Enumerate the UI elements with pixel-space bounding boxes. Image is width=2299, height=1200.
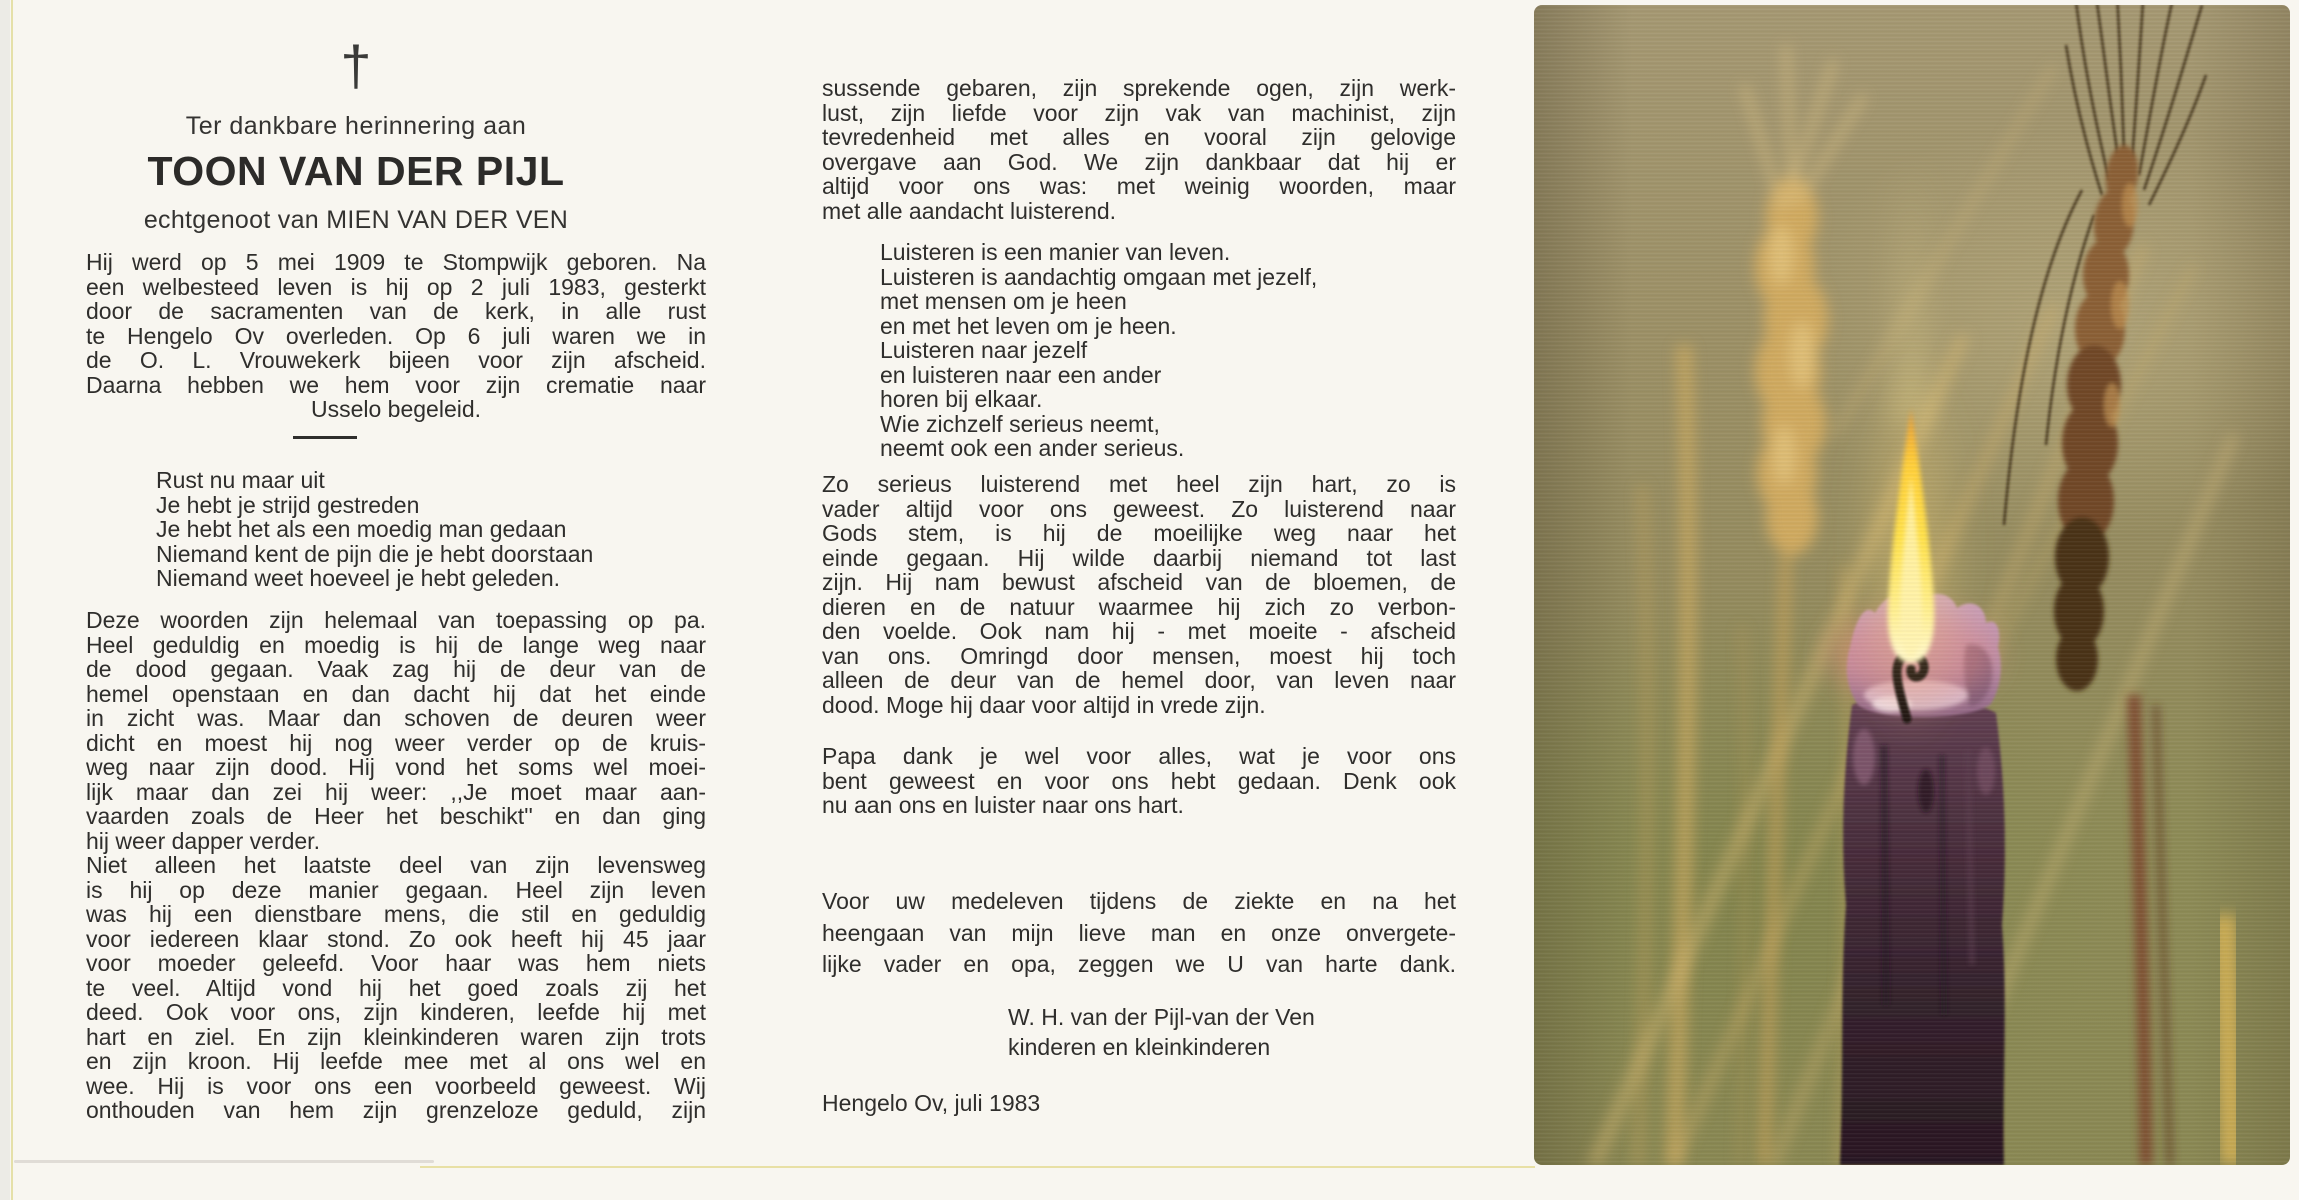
- spouse-line: echtgenoot van MIEN VAN DER VEN: [143, 206, 569, 234]
- signature-block: W. H. van der Pijl-van der Ven kinderen en kleinkinderen: [1008, 1004, 1315, 1060]
- photo-artwork: [1534, 5, 2290, 1165]
- place-dateline: Hengelo Ov, juli 1983: [822, 1090, 1041, 1116]
- gold-stem-streak: [2224, 915, 2232, 1165]
- candle-flame: [1847, 155, 1975, 750]
- poem-luisteren: Luisteren is een manier van leven. Luisteren is aandachtig omgaan met jezelf, met mensen om je heen en met het leven om je heen. Luisteren naar jezelf en luisteren naar een ander horen bij elkaar. Wie zichzelf serieus neemt, neemt ook een ander serieus.: [880, 239, 1318, 461]
- paragraph-deze-woorden: Deze woorden zijn helemaal van toepassing op pa. Heel geduldig en moedig is hij de lange weg naar de dood gegaan. Vaak zag hij de deur van de hemel openstaan en dan dacht hij dat het einde in zicht was. Maar dan schoven de deuren weer dicht en moest hij nog weer verder op de kruis- weg naar zijn dood. Hij vond het soms wel moei- lijk maar dan zei hij weer: ,,Je moet maar aan- vaarden zoals de Heer het beschikt'' en dan ging hij weer dapper verder.: [86, 607, 706, 854]
- intro-line: Ter dankbare herinnering aan: [185, 112, 527, 140]
- scan-fold-line-left: [11, 0, 13, 1200]
- wheat-ear-right: [2004, 5, 2232, 1165]
- section-divider: [293, 436, 357, 439]
- poem-rust-nu-maar-uit: Rust nu maar uit Je hebt je strijd gestreden Je hebt het als een moedig man gedaan Niemand kent de pijn die je hebt doorstaan Niemand weet hoeveel je hebt geleden.: [156, 467, 594, 591]
- cross-icon: †: [340, 34, 372, 97]
- paragraph-zo-serieus: Zo serieus luisterend met heel zijn hart, zo is vader altijd voor ons geweest. Zo luisterend naar Gods stem, is hij de moeilijke weg naar het einde gegaan. Hij wilde daarbij niemand tot last zijn. Hij nam bewust afscheid van de bloemen, de dieren en de natuur waarmee hij zich zo verbon- den voelde. Ook nam hij - met moeite - afscheid van ons. Omringd door mensen, moest hij toch alleen de deur van de hemel door, van leven naar dood. Moge hij daar voor altijd in vrede zijn.: [822, 471, 1456, 718]
- scan-fold-line-bottom: [420, 1166, 1535, 1168]
- deceased-name: TOON VAN DER PIJL: [147, 148, 565, 194]
- paragraph-niet-alleen: Niet alleen het laatste deel van zijn levensweg is hij op deze manier gegaan. Heel zijn leven was hij een dienstbare mens, die stil en geduldig voor iedereen klaar stond. Zo ook heeft hij 45 jaar voor moeder geleefd. Voor haar was hem niets te veel. Altijd vond hij het goed zoals zij het deed. Ook voor ons, zijn kinderen, leefde hij met hart en ziel. En zijn kleinkinderen waren zijn trots en zijn kroon. Hij leefde mee met al ons wel en wee. Hij is voor ons een voorbeeld geweest. Wij onthouden van hem zijn grenzeloze geduld, zijn: [86, 852, 706, 1123]
- scan-edge-shadow-bottom: [14, 1160, 434, 1163]
- paragraph-papa-dank: Papa dank je wel voor alles, wat je voor ons bent geweest en voor ons hebt gedaan. Denk ook nu aan ons en luister naar ons hart.: [822, 743, 1456, 818]
- paragraph-dankwoord: Voor uw medeleven tijdens de ziekte en na het heengaan van mijn lieve man en onze onvergete- lijke vader en opa, zeggen we U van harte dank.: [822, 888, 1456, 977]
- paragraph-sussende-gebaren: sussende gebaren, zijn sprekende ogen, zijn werk- lust, zijn liefde voor zijn vak van machinist, zijn tevredenheid met alles en vooral zijn gelovige overgave aan God. We zijn dankbaar dat hij er altijd voor ons was: met weinig woorden, maar met alle aandacht luisterend.: [822, 75, 1456, 224]
- paragraph-birth-death: Hij werd op 5 mei 1909 te Stompwijk geboren. Na een welbesteed leven is hij op 2 juli 1983, gesterkt door de sacramenten van de kerk, in alle rust te Hengelo Ov overleden. Op 6 juli waren we in de O. L. Vrouwekerk bijeen voor zijn afscheid. Daarna hebben we hem voor zijn crematie naar Usselo begeleid.: [86, 249, 706, 422]
- scanner-edge-strip: [0, 0, 10, 1200]
- memorial-photo-candle-wheat: [1534, 5, 2290, 1165]
